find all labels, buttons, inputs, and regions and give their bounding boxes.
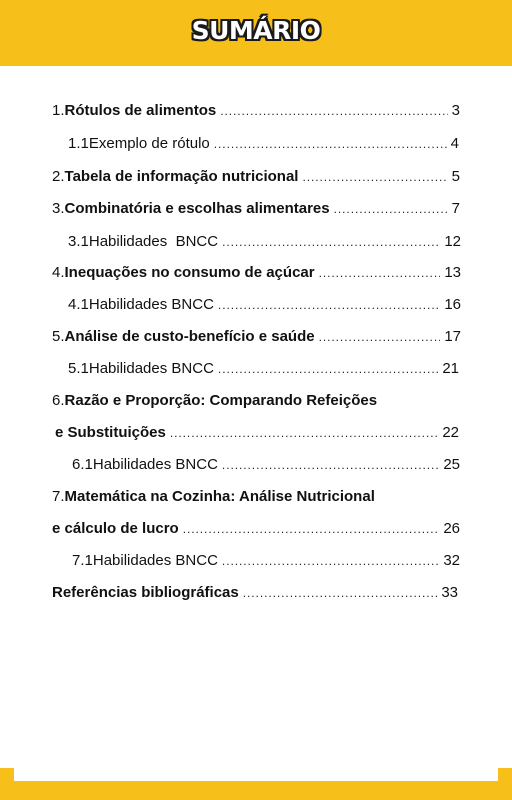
toc-entry-6[interactable] — [52, 390, 460, 412]
toc-entry-references[interactable] — [52, 582, 458, 604]
toc-title: Matemática na Cozinha: Análise Nutricional — [64, 488, 375, 505]
toc-page-number: 22 — [442, 424, 459, 441]
toc-entry-6-continued[interactable] — [55, 422, 459, 444]
toc-title: Exemplo de rótulo — [88, 135, 210, 152]
dot-leader — [218, 294, 440, 316]
toc-number: 4.1 — [68, 296, 89, 313]
dot-leader — [220, 100, 447, 122]
toc-page-number: 5 — [451, 168, 460, 185]
page-title: SUMÁRIO — [191, 16, 321, 45]
toc-number: 4. — [52, 264, 65, 281]
toc-title: Referências bibliográficas — [52, 584, 239, 601]
dot-leader — [183, 518, 440, 540]
footer-bar — [0, 768, 512, 800]
toc-entry-5-1[interactable] — [68, 358, 459, 380]
toc-number: 7. — [52, 488, 65, 505]
dot-leader — [243, 582, 438, 604]
toc-page-number: 17 — [444, 328, 461, 345]
toc-number: 1. — [52, 102, 65, 119]
toc-title: Habilidades BNCC — [88, 360, 214, 377]
toc-page-number: 13 — [444, 264, 461, 281]
toc-number: 3. — [52, 200, 65, 217]
dot-leader — [334, 198, 448, 220]
toc-title: Habilidades BNCC — [88, 296, 214, 313]
dot-leader — [170, 422, 438, 444]
dot-leader — [222, 550, 439, 572]
toc-entry-7[interactable] — [52, 486, 460, 508]
toc-page-number: 4 — [450, 135, 459, 152]
toc-entry-1-1[interactable] — [68, 133, 459, 155]
toc-entry-2[interactable] — [52, 166, 460, 188]
toc-number: 6. — [52, 392, 65, 409]
toc-number: 5. — [52, 328, 65, 345]
toc-title: Rótulos de alimentos — [64, 102, 217, 119]
toc-page-number: 12 — [444, 233, 461, 250]
dot-leader — [222, 231, 440, 253]
dot-leader — [214, 133, 447, 155]
toc-number: 1.1 — [68, 135, 89, 152]
dot-leader — [302, 166, 447, 188]
dot-leader — [319, 326, 441, 348]
toc-title: Habilidades BNCC — [92, 456, 218, 473]
dot-leader — [218, 358, 438, 380]
toc-page-number: 26 — [443, 520, 460, 537]
toc-number: 6.1 — [72, 456, 93, 473]
toc-title: Combinatória e escolhas alimentares — [64, 200, 330, 217]
toc-title: Tabela de informação nutricional — [64, 168, 299, 185]
toc-page-number: 7 — [451, 200, 460, 217]
toc-entry-6-1[interactable] — [72, 454, 460, 476]
footer-notch — [14, 768, 498, 781]
toc-entry-5[interactable] — [52, 326, 461, 348]
toc-entry-7-1[interactable] — [72, 550, 460, 572]
toc-number: 2. — [52, 168, 65, 185]
toc-title: Habilidades BNCC — [88, 233, 219, 250]
toc-title: e Substituições — [55, 424, 166, 441]
toc-title: e cálculo de lucro — [52, 520, 179, 537]
toc-entry-3-1[interactable] — [68, 231, 461, 253]
dot-leader — [319, 262, 441, 284]
toc-number: 7.1 — [72, 552, 93, 569]
toc-entry-3[interactable] — [52, 198, 460, 220]
toc-page-number: 21 — [442, 360, 459, 377]
toc-entry-1[interactable] — [52, 100, 460, 122]
toc-title: Inequações no consumo de açúcar — [64, 264, 315, 281]
toc-entry-4-1[interactable] — [68, 294, 461, 316]
toc-page-number: 16 — [444, 296, 461, 313]
toc-title: Análise de custo-benefício e saúde — [64, 328, 315, 345]
toc-number: 3.1 — [68, 233, 89, 250]
toc-title: Razão e Proporção: Comparando Refeições — [64, 392, 378, 409]
toc-title: Habilidades BNCC — [92, 552, 218, 569]
toc-page-number: 3 — [451, 102, 460, 119]
toc-entry-4[interactable] — [52, 262, 461, 284]
toc-page-number: 33 — [441, 584, 458, 601]
toc-page-number: 25 — [443, 456, 460, 473]
toc-page-number: 32 — [443, 552, 460, 569]
dot-leader — [222, 454, 439, 476]
toc-entry-7-continued[interactable] — [52, 518, 460, 540]
toc-number: 5.1 — [68, 360, 89, 377]
